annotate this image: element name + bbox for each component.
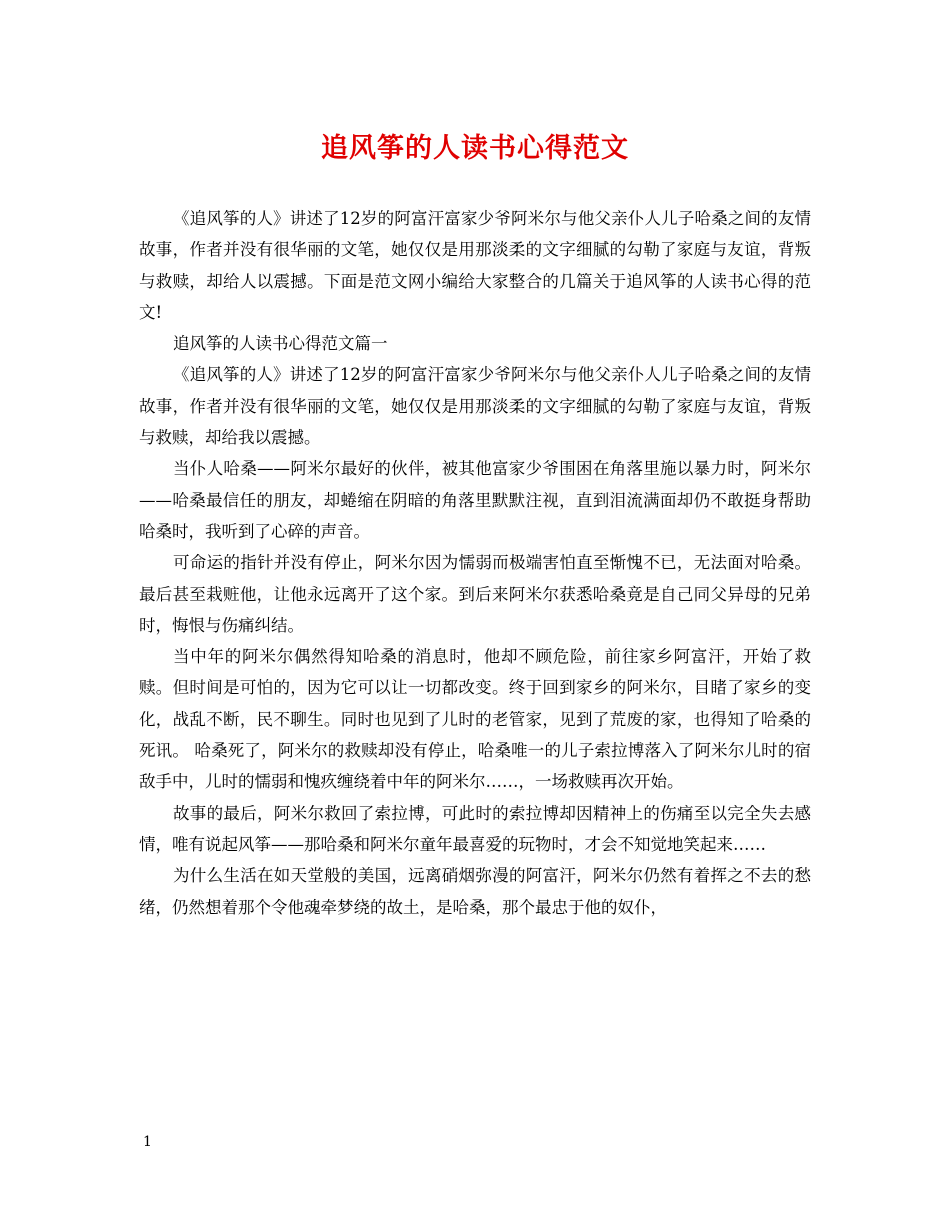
page-number: 1 bbox=[143, 1134, 152, 1150]
paragraph: 当中年的阿米尔偶然得知哈桑的消息时，他却不顾危险，前往家乡阿富汗，开始了救赎。但时间是可怕的，因为它可以让一切都改变。终于回到家乡的阿米尔，目睹了家乡的变化，战乱不断，民不聊生。同时也见到了儿时的老管家，见到了荒废的家，也得知了哈桑的死讯。 哈桑死了，阿米尔的救赎却没有停止，哈桑唯一的儿子索拉博落入了阿米尔儿时的宿敌手中，儿时的懦弱和愧疚缠绕着中年的阿米尔……，一场救赎再次开始。 bbox=[139, 647, 811, 792]
document-body bbox=[139, 203, 811, 923]
paragraph-intro: 《追风筝的人》讲述了12岁的阿富汗富家少爷阿米尔与他父亲仆人儿子哈桑之间的友情故事，作者并没有很华丽的文笔，她仅仅是用那淡柔的文字细腻的勾勒了家庭与友谊，背叛与救赎，却给人以震撼。下面是范文网小编给大家整合的几篇关于追风筝的人读书心得的范文! bbox=[139, 209, 811, 322]
page-title: 追风筝的人读书心得范文 bbox=[321, 133, 629, 164]
paragraph: 《追风筝的人》讲述了12岁的阿富汗富家少爷阿米尔与他父亲仆人儿子哈桑之间的友情故事，作者并没有很华丽的文笔，她仅仅是用那淡柔的文字细腻的勾勒了家庭与友谊，背叛与救赎，却给我以震撼。 bbox=[139, 365, 811, 448]
paragraph: 故事的最后，阿米尔救回了索拉博，可此时的索拉博却因精神上的伤痛至以完全失去感情，唯有说起风筝——那哈桑和阿米尔童年最喜爱的玩物时，才会不知觉地笑起来…… bbox=[139, 803, 811, 854]
paragraph: 可命运的指针并没有停止，阿米尔因为懦弱而极端害怕直至惭愧不已，无法面对哈桑。最后甚至栽赃他，让他永远离开了这个家。到后来阿米尔获悉哈桑竟是自己同父异母的兄弟时，悔恨与伤痛纠结。 bbox=[139, 553, 811, 635]
section-heading: 追风筝的人读书心得范文篇一 bbox=[173, 334, 388, 354]
paragraph: 为什么生活在如天堂般的美国，远离硝烟弥漫的阿富汗，阿米尔仍然有着挥之不去的愁绪，仍然想着那个令他魂牵梦绕的故土，是哈桑，那个最忠于他的奴仆， bbox=[139, 866, 811, 917]
paragraph: 当仆人哈桑——阿米尔最好的伙伴，被其他富家少爷围困在角落里施以暴力时，阿米尔——哈桑最信任的朋友，却蜷缩在阴暗的角落里默默注视，直到泪流满面却仍不敢挺身帮助哈桑时，我听到了心碎的声音。 bbox=[139, 459, 811, 541]
